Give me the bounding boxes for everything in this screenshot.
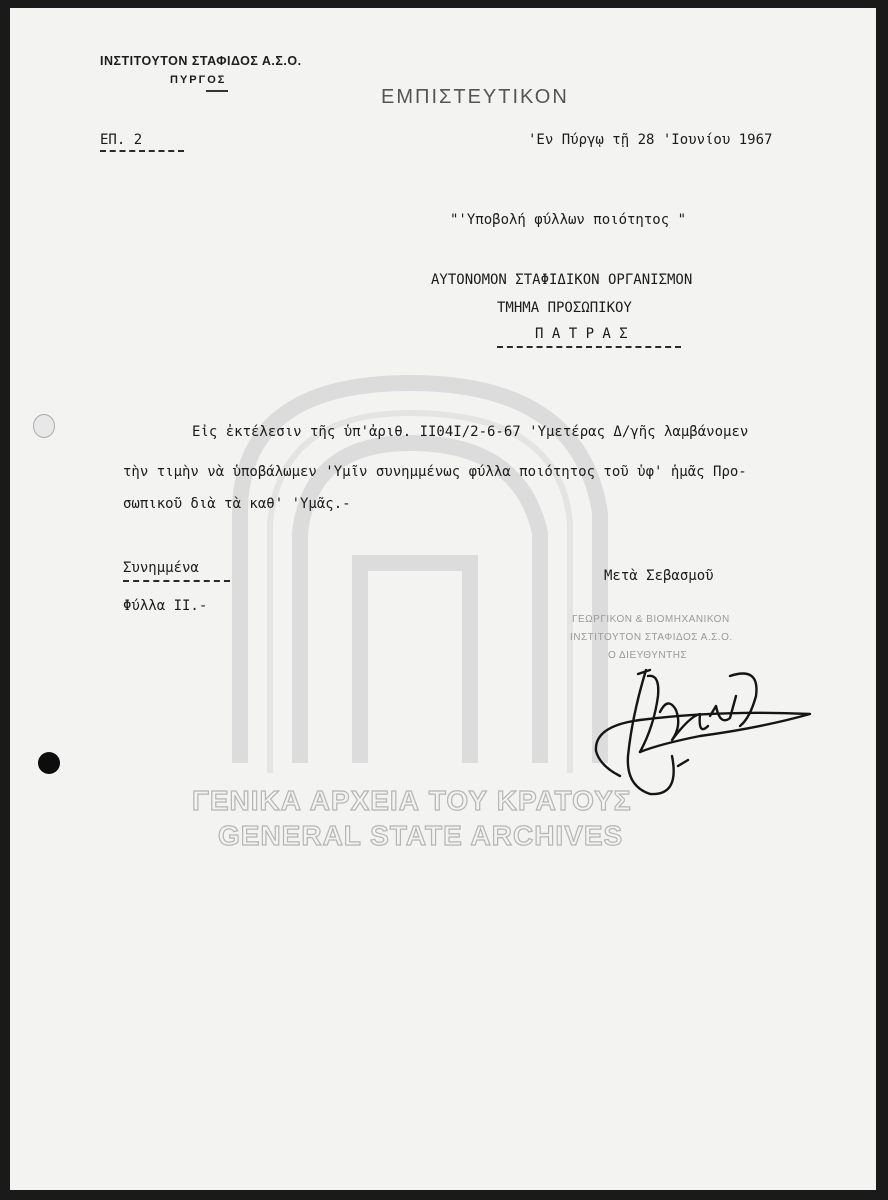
institute-name: ΙΝΣΤΙΤΟΥΤΟΝ ΣΤΑΦΙΔΟΣ Α.Σ.Ο. <box>100 54 302 68</box>
recipient-line-2: ΤΜΗΜΑ ΠΡΟΣΩΠΙΚΟΥ <box>497 300 632 316</box>
classification-stamp: ΕΜΠΙΣΤΕΥΤΙΚΟΝ <box>381 86 569 108</box>
recipient-line-1: ΑΥΤΟΝΟΜΟΝ ΣΤΑΦΙΔΙΚΟΝ ΟΡΓΑΝΙΣΜΟΝ <box>431 272 693 288</box>
stamp-line-1: ΓΕΩΡΓΙΚΟΝ & ΒΙΟΜΗΧΑΝΙΚΟΝ <box>572 614 730 625</box>
watermark-english: GENERAL STATE ARCHIVES <box>218 820 624 851</box>
reference-number: ΕΠ. 2 <box>100 132 184 152</box>
closing-salutation: Μετὰ Σεβασμοῦ <box>604 568 714 584</box>
recipient-line-3: Π Α Τ Ρ Α Σ <box>535 326 628 342</box>
attachments-item: Φύλλα ΙΙ.- <box>123 598 208 614</box>
body-line-1: Εἰς ἐκτέλεσιν τῆς ὑπ'ἀριθ. ΙΙ04Ι/2-6-67 'Υμετέρας Δ/γῆς λαμβάνομεν <box>192 424 749 440</box>
institute-city: ΠΥΡΓΟΣ <box>170 74 227 86</box>
stamp-line-2: ΙΝΣΤΙΤΟΥΤΟΝ ΣΤΑΦΙΔΟΣ Α.Σ.Ο. <box>570 632 733 643</box>
document-date: 'Εν Πύργῳ τῇ 28 'Ιουνίου 1967 <box>528 132 773 148</box>
body-line-2: τὴν τιμὴν νὰ ὑποβάλωμεν 'Υμῖν συνημμένως φύλλα ποιότητος τοῦ ὑφ' ἡμᾶς Προ- <box>123 464 747 480</box>
body-line-3: σωπικοῦ διὰ τὰ καθ' 'Υμᾶς.- <box>123 496 351 512</box>
subject-line: "'Υποβολή φύλλων ποιότητος " <box>450 212 687 228</box>
city-underline <box>206 90 228 92</box>
punch-hole-bottom <box>38 752 60 774</box>
recipient-underline <box>497 346 681 348</box>
attachments-label: Συνημμένα <box>123 560 230 582</box>
stamp-line-3: Ο ΔΙΕΥΘΥΝΤΗΣ <box>608 650 688 661</box>
signature <box>580 656 820 806</box>
watermark-greek: ΓΕΝΙΚΑ ΑΡΧΕΙΑ ΤΟΥ ΚΡΑΤΟΥΣ <box>192 785 632 816</box>
punch-hole-top <box>33 414 55 438</box>
document-page <box>10 8 876 1190</box>
